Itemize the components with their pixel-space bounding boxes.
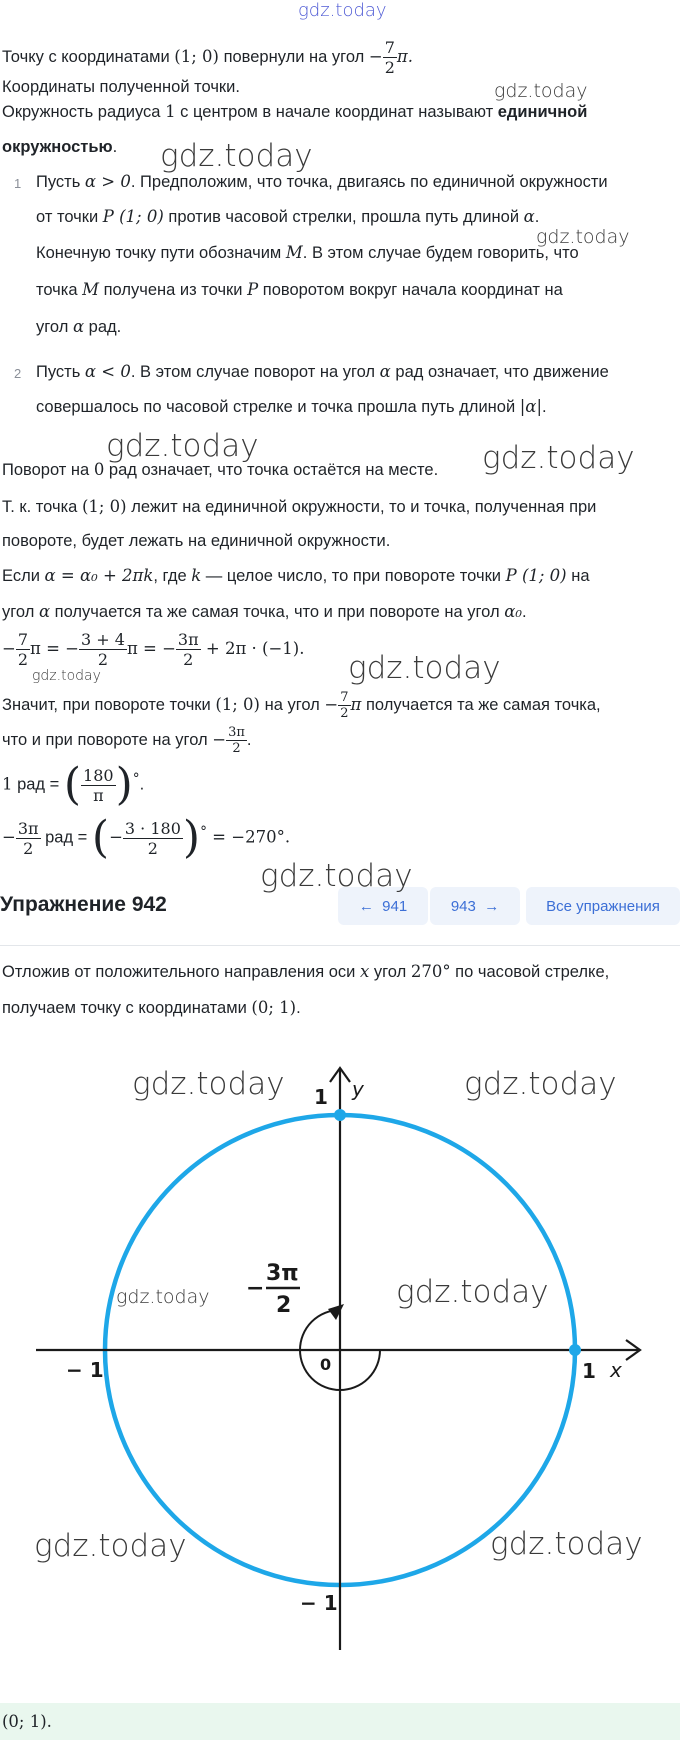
- list-item-1-line-5: угол α рад.: [36, 317, 122, 336]
- arrow-right-icon: →: [484, 897, 500, 915]
- watermark: gdz.today: [482, 440, 635, 476]
- watermark: gdz.today: [494, 80, 588, 102]
- list-item-1-line-4: точка M получена из точки P поворотом вокруг начала координат на: [36, 280, 563, 299]
- watermark: gdz.today: [348, 650, 501, 686]
- equation-2: 1 рад = ( $\frac{180}{\pi}$ )°.: [2, 759, 145, 810]
- label-origin: 0: [320, 1355, 332, 1374]
- list-number-1: 1: [14, 176, 22, 191]
- watermark: gdz.today: [536, 226, 630, 248]
- divider: [0, 945, 680, 946]
- solution-line-1: Отложив от положительного направления оси x угол 270° по часовой стрелке,: [2, 962, 610, 981]
- watermark: gdz.today: [490, 1526, 643, 1562]
- unit-circle-diagram: [0, 1050, 680, 1670]
- watermark: gdz.today: [34, 1528, 187, 1564]
- label-one-right: 1: [582, 1359, 596, 1383]
- paragraph-zero-rotation: Поворот на 0 рад означает, что точка остаётся на месте.: [2, 460, 439, 479]
- arrow-left-icon: ←: [358, 897, 374, 915]
- prev-exercise-button[interactable]: ← 941: [338, 887, 428, 925]
- exercise-title: Упражнение 942: [0, 893, 167, 916]
- paragraph-tk-line-2: повороте, будет лежать на единичной окружности.: [2, 532, 391, 550]
- list-item-2-line-2: совершалось по часовой стрелке и точка прошла путь длиной |α|.: [36, 397, 547, 416]
- solution-line-2: получаем точку с координатами (0; 1).: [2, 998, 301, 1017]
- answer-text: (0; 1).: [2, 1712, 52, 1731]
- watermark: gdz.today: [260, 858, 413, 894]
- watermark: gdz.today: [106, 428, 259, 464]
- all-exercises-button[interactable]: Все упражнения: [526, 887, 680, 925]
- list-item-1-line-1: Пусть α > 0. Предположим, что точка, двигаясь по единичной окружности: [36, 172, 608, 191]
- angle-arrowhead-icon: [328, 1304, 344, 1320]
- list-item-2-line-1: Пусть α < 0. В этом случае поворот на угол α рад означает, что движение: [36, 362, 609, 381]
- equation-3: − $\frac{3\pi}{2}$ рад = (− $\frac{3 \cdot 180}{2}$ )° = −270°.: [2, 812, 291, 863]
- label-one-top: 1: [314, 1085, 328, 1109]
- equation-1: − $\frac{7}{2}$ π = − $\frac{3 + 4}{2}$ π = − $\frac{3\pi}{2}$ + 2π · (−1).: [2, 630, 305, 669]
- y-label: y: [352, 1077, 364, 1101]
- list-item-1-line-2: от точки P (1; 0) против часовой стрелки, прошла путь длиной α.: [36, 207, 540, 226]
- point-top: [334, 1109, 346, 1121]
- paragraph-tk-line-1: Т. к. точка (1; 0) лежит на единичной окружности, то и точка, полученная при: [2, 497, 597, 516]
- watermark: gdz.today: [396, 1274, 549, 1310]
- label-minus-one-bottom: − 1: [300, 1591, 338, 1615]
- list-number-2: 2: [14, 366, 22, 381]
- x-label: x: [610, 1358, 622, 1382]
- answer-box: [0, 1703, 680, 1740]
- label-minus-one-left: − 1: [66, 1358, 104, 1382]
- angle-numerator: 3π: [266, 1261, 299, 1286]
- paragraph-means-line-2: что и при повороте на угол − $\frac{3\pi}{2}$ .: [2, 725, 252, 756]
- watermark: gdz.today: [132, 1066, 285, 1102]
- angle-denominator: 2: [276, 1293, 292, 1318]
- paragraph-means-line-1: Значит, при повороте точки (1; 0) на угол − $\frac{7}{2}$ π получается та же самая точка,: [2, 690, 601, 721]
- watermark: gdz.today: [32, 668, 101, 684]
- top-watermark: gdz.today: [298, 0, 387, 21]
- list-item-1-line-3: Конечную точку пути обозначим M. В этом случае будем говорить, что: [36, 243, 579, 262]
- point-right: [569, 1344, 581, 1356]
- paragraph-if-line-1: Если α = α₀ + 2πk, где k — целое число, то при повороте точки P (1; 0) на: [2, 566, 590, 585]
- next-exercise-button[interactable]: 943 →: [430, 887, 520, 925]
- watermark: gdz.today: [160, 138, 313, 174]
- definition-line-1: Окружность радиуса 1 с центром в начале координат называют единичной: [2, 102, 588, 121]
- definition-line-2: окружностью.: [2, 138, 118, 156]
- problem-statement: Точку с координатами (1; 0) повернули на угол − $\frac{7}{2}$ π.: [2, 38, 413, 77]
- angle-minus-sign: −: [246, 1276, 265, 1301]
- watermark: gdz.today: [464, 1066, 617, 1102]
- paragraph-if-line-2: угол α получается та же самая точка, что и при повороте на угол α₀.: [2, 602, 527, 621]
- watermark: gdz.today: [116, 1286, 210, 1308]
- coords-label: Координаты полученной точки.: [2, 78, 240, 96]
